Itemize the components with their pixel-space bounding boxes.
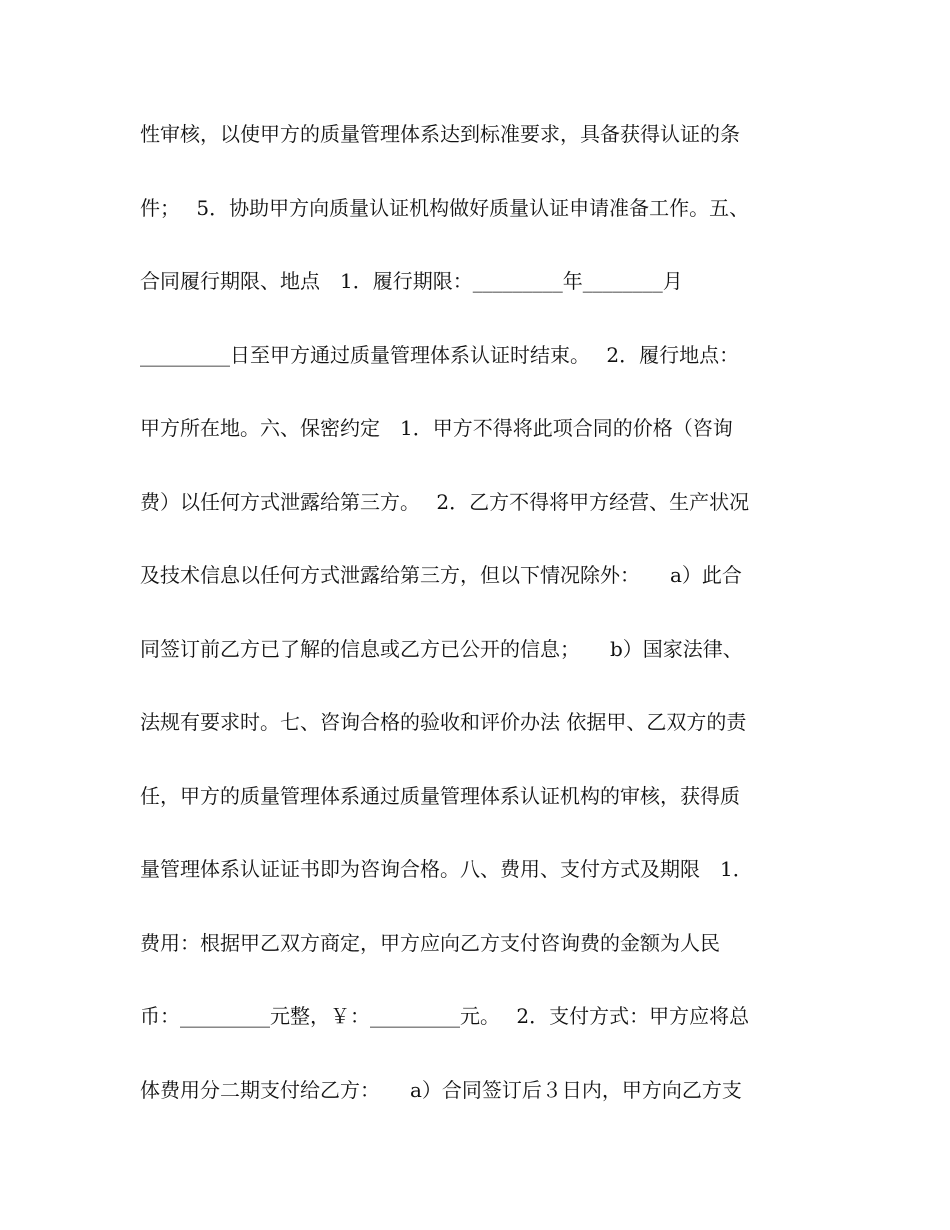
text-line: 量管理体系认证证书即为咨询合格。八、费用、支付方式及期限 1．: [140, 857, 753, 881]
text-line: 同签订前乙方已了解的信息或乙方已公开的信息； b）国家法律、: [140, 636, 743, 661]
text-line: 币：_________元整，￥：_________元。 2．支付方式：甲方应将总: [140, 1004, 750, 1028]
text-line: 性审核，以使甲方的质量管理体系达到标准要求，具备获得认证的条: [140, 122, 740, 146]
text-line: 体费用分二期支付给乙方： a）合同签订后３日内，甲方向乙方支: [140, 1077, 742, 1102]
text-line: 法规有要求时。七、咨询合格的验收和评价办法 依据甲、乙双方的责: [140, 710, 747, 734]
text-line: 及技术信息以任何方式泄露给第三方，但以下情况除外： a）此合: [140, 563, 742, 587]
text-line: 合同履行期限、地点 1．履行期限：_________年________月: [140, 269, 683, 293]
text-line: 费）以任何方式泄露给第三方。 2．乙方不得将甲方经营、生产状况: [140, 489, 750, 514]
contract-text-block: [140, 114, 820, 1143]
text-line: 甲方所在地。六、保密约定 1．甲方不得将此项合同的价格（咨询: [140, 416, 733, 440]
text-line: 任，甲方的质量管理体系通过质量管理体系认证机构的审核，获得质: [140, 783, 740, 808]
text-line: _________日至甲方通过质量管理体系认证时结束。 2．履行地点：: [140, 342, 740, 367]
text-line: 费用：根据甲乙双方商定，甲方应向乙方支付咨询费的金额为人民: [140, 930, 720, 955]
text-line: 件； 5．协助甲方向质量认证机构做好质量认证申请准备工作。五、: [140, 195, 750, 220]
